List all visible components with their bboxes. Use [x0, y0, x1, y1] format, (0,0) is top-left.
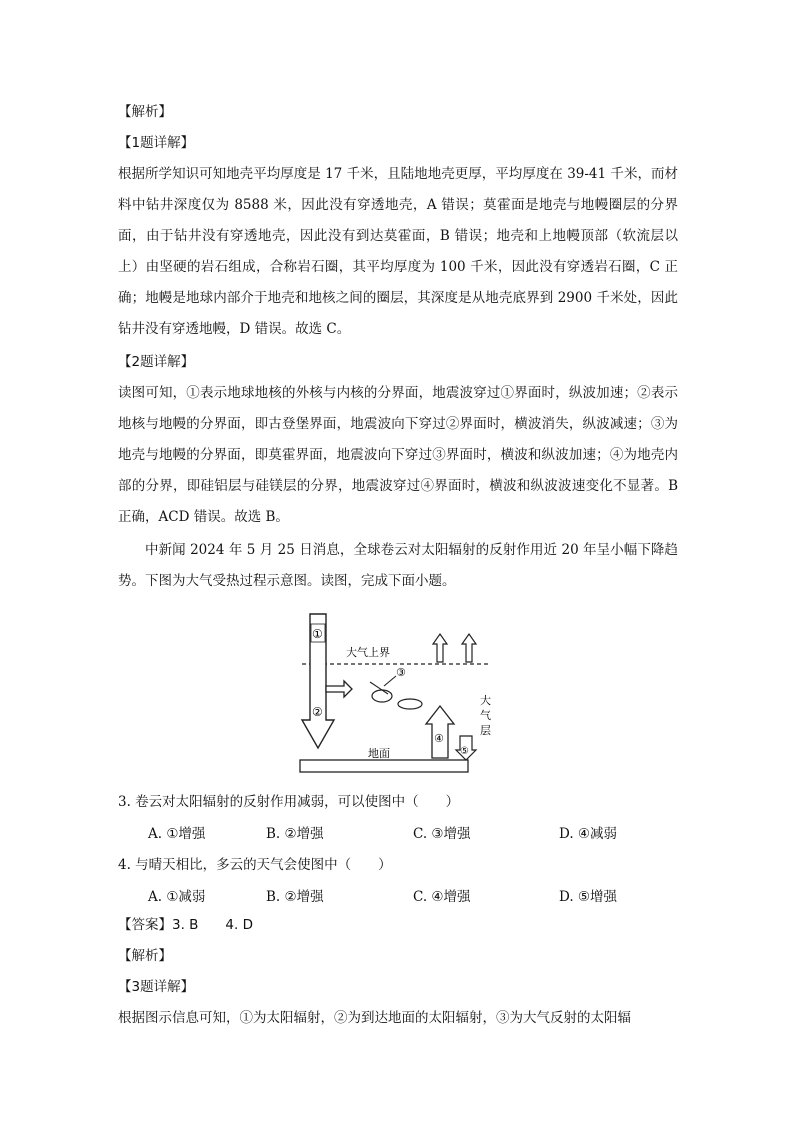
label-ground: 地面 — [368, 747, 390, 760]
answer-line: 【答案】3. B 4. D — [118, 917, 253, 933]
label-layer-3: 层 — [480, 724, 491, 737]
q4-option-c[interactable]: C. ④增强 — [413, 889, 471, 905]
label-4: ④ — [434, 732, 444, 745]
label-layer-1: 大 — [480, 694, 491, 707]
arrow-up-b — [462, 634, 476, 662]
q2-detail-heading: 【2题详解】 — [118, 354, 195, 370]
cloud-2 — [398, 699, 422, 709]
label-atmosphere-top: 大气上界 — [346, 646, 390, 659]
q1-detail-text: 根据所学知识可知地壳平均厚度是 17 千米，且陆地地壳更厚，平均厚度在 39-41 千米，而材料中钻井深度仅为 8588 米，因此没有穿透地壳，A 错误；莫霍面是地壳与地幔圈层的分界面，由于钻井没有穿透地壳，因此没有到达莫霍面，B 错误；地壳和上地幔顶部（软流层以上）由坚硬的岩石组成，合称岩石圈，其平均厚度为 100 千米，因此没有穿透岩石圈，C 正确；地幔是地球内部介于地壳和地核之间的圈层，其深度是从地壳底界到 2900 千米处，因此钻井没有穿透地幔，D 错误。故选 C。 — [118, 166, 678, 337]
question-4-stem: 4. 与晴天相比，多云的天气会使图中（ ） — [118, 857, 392, 873]
q3-option-b[interactable]: B. ②增强 — [266, 826, 324, 842]
analysis-heading: 【解析】 — [118, 104, 172, 120]
label-layer-2: 气 — [480, 709, 491, 722]
q4-option-d[interactable]: D. ⑤增强 — [559, 889, 618, 905]
q3-detail-text: 根据图示信息可知，①为太阳辐射，②为到达地面的太阳辐射，③为大气反射的太阳辐 — [118, 1010, 631, 1026]
arrow-reflect-right — [326, 681, 352, 697]
q3-option-a[interactable]: A. ①增强 — [148, 826, 206, 842]
q3-option-c[interactable]: C. ③增强 — [413, 826, 471, 842]
label-2: ② — [312, 705, 323, 719]
label-1: ① — [312, 627, 323, 641]
analysis-heading-2: 【解析】 — [118, 948, 172, 964]
ground-bar — [300, 760, 468, 772]
q4-option-b[interactable]: B. ②增强 — [266, 889, 324, 905]
arrow-up-a — [433, 634, 447, 662]
question-3-stem: 3. 卷云对太阳辐射的反射作用减弱，可以使图中（ ） — [118, 794, 460, 810]
atmosphere-heating-diagram — [300, 612, 491, 777]
intro-paragraph: 中新闻 2024 年 5 月 25 日消息，全球卷云对太阳辐射的反射作用近 20 年呈小幅下降趋势。下图为大气受热过程示意图。读图，完成下面小题。 — [118, 542, 678, 589]
q4-option-a[interactable]: A. ①减弱 — [148, 889, 206, 905]
label-5: ⑤ — [460, 746, 469, 757]
q1-detail-heading: 【1题详解】 — [118, 135, 195, 151]
q2-detail-text: 读图可知，①表示地球地核的外核与内核的分界面，地震波穿过①界面时，纵波加速；②表示地核与地幔的分界面，即古登堡界面，地震波向下穿过②界面时，横波消失，纵波减速；③为地壳与地幔的分界面，即莫霍界面，地震波向下穿过③界面时，横波和纵波加速；④为地壳内部的分界，即硅铝层与硅镁层的分界，地震波穿过④界面时，横波和纵波波速变化不显著。B 正确，ACD 错误。故选 B。 — [118, 385, 678, 525]
q3-option-d[interactable]: D. ④减弱 — [559, 826, 618, 842]
label-3: ③ — [396, 666, 406, 679]
cloud-1 — [372, 690, 392, 702]
q3-detail-heading: 【3题详解】 — [118, 979, 195, 995]
